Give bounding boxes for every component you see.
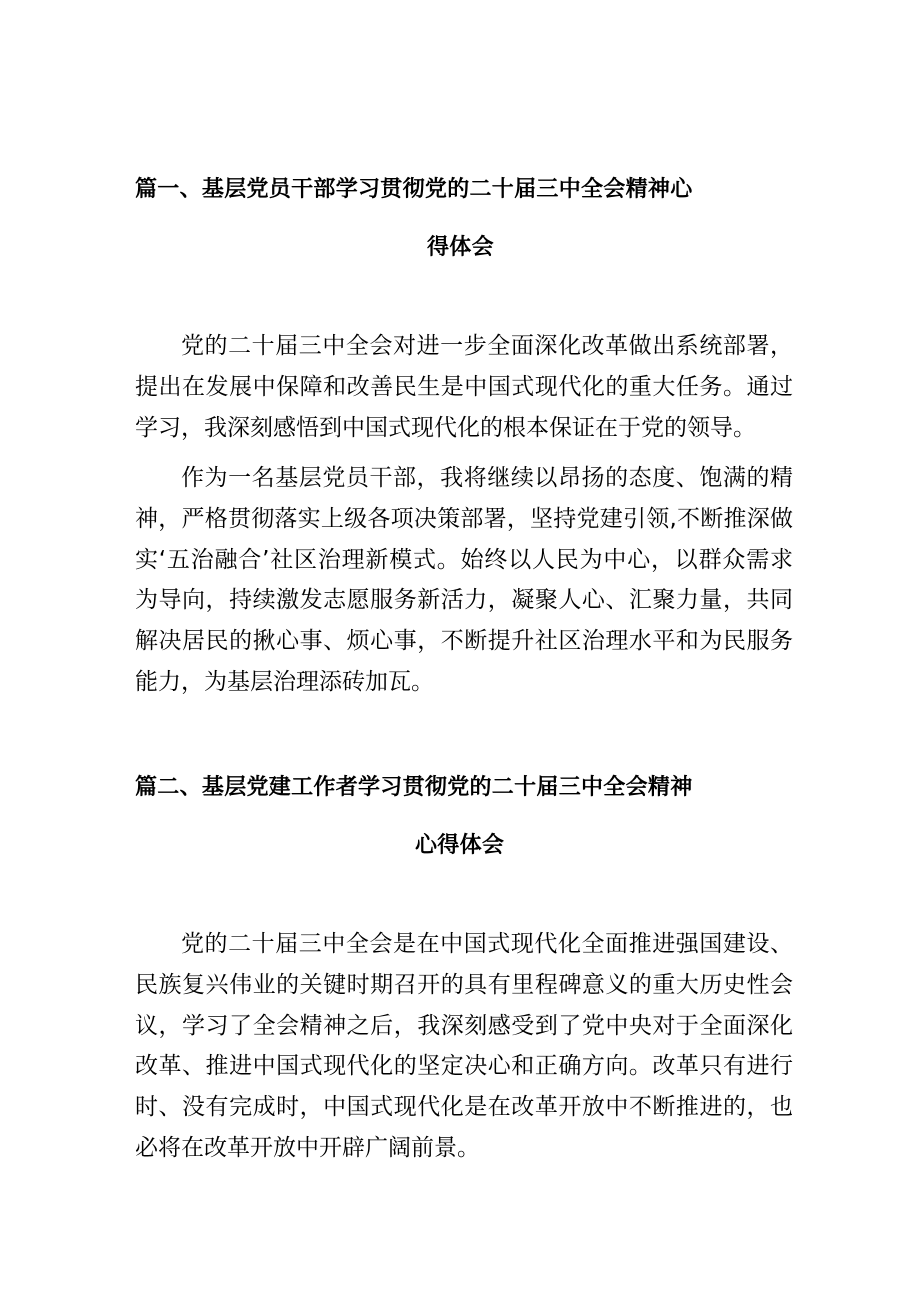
section-2-title-line-2: 心得体会 (415, 833, 505, 858)
section-1-paragraph-2: 作为一名基层党员干部，我将继续以昂扬的态度、饱满的精神，严格贯彻落实上级各项决策部署，坚持党建引领,不断推深做实‘五治融合’社区治理新模式。始终以人民为中心，以群众需求为导向，持续激发志愿服务新活力，凝聚人心、汇聚力量，共同解决居民的揪心事、烦心事，不断提升社区治理水平和为民服务能力，为基层治理添砖加瓦。 (135, 465, 793, 695)
section-1-title-line-2: 得体会 (427, 235, 494, 260)
section-1-title-line-1: 篇一、基层党员干部学习贯彻党的二十届三中全会精神心 (135, 177, 693, 202)
section-2-title-line-1: 篇二、基层党建工作者学习贯彻党的二十届三中全会精神 (135, 775, 693, 800)
section-2-paragraph-1: 党的二十届三中全会是在中国式现代化全面推进强国建设、民族复兴伟业的关键时期召开的具有里程碑意义的重大历史性会议，学习了全会精神之后，我深刻感受到了党中央对于全面深化改革、推进中国式现代化的坚定决心和正确方向。改革只有进行时、没有完成时，中国式现代化是在改革开放中不断推进的，也必将在改革开放中开辟广阔前景。 (135, 931, 793, 1161)
section-1-paragraph-1: 党的二十届三中全会对进一步全面深化改革做出系统部署，提出在发展中保障和改善民生是中国式现代化的重大任务。通过学习，我深刻感悟到中国式现代化的根本保证在于党的领导。 (135, 333, 793, 441)
